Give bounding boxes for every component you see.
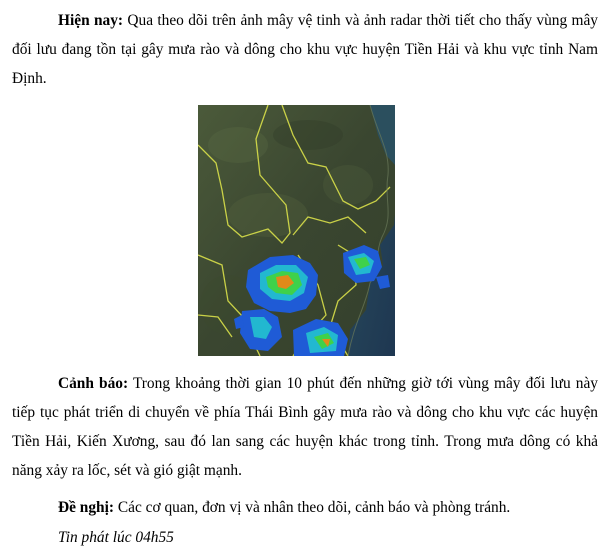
radar-satellite-map: [198, 105, 395, 356]
footer-paragraph: [12, 523, 598, 552]
current-paragraph: [12, 6, 598, 93]
advice-text: Các cơ quan, đơn vị và nhân theo dõi, cảnh báo và phòng tránh.: [117, 499, 511, 516]
advice-label: Đề nghị:: [58, 499, 115, 516]
current-label: Hiện nay:: [58, 12, 124, 29]
warning-text: Trong khoảng thời gian 10 phút đến những giờ tới vùng mây đối lưu này tiếp tục phát triển di chuyển về phía Thái Bình gây mưa rào và dông cho khu vực các huyện Tiền Hải, Kiến Xương, sau đó lan sang các huyện khác trong tỉnh. Trong mưa dông có khả năng xảy ra lốc, sét và gió giật mạnh.: [12, 375, 598, 479]
advice-paragraph: [12, 493, 598, 522]
current-text: Qua theo dõi trên ảnh mây vệ tinh và ảnh radar thời tiết cho thấy vùng mây đối lưu đang tồn tại gây mưa rào và dông cho khu vực huyện Tiền Hải và khu vực tỉnh Nam Định.: [12, 12, 598, 87]
issue-time: Tin phát lúc 04h55: [58, 529, 174, 546]
warning-label: Cảnh báo:: [58, 375, 129, 392]
warning-paragraph: [12, 369, 598, 485]
